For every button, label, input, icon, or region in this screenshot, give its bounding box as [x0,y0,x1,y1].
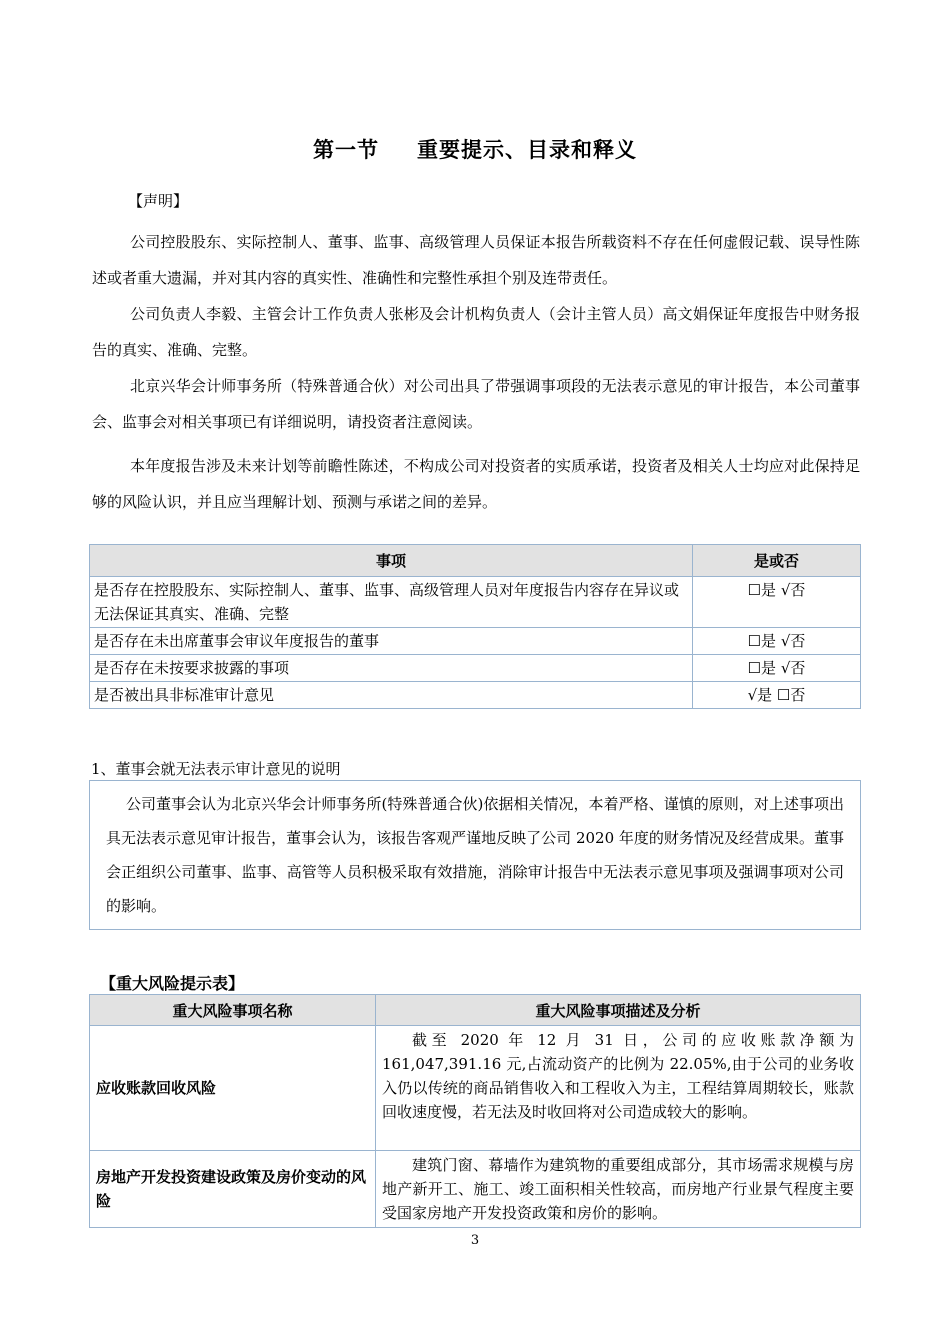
column-header: 重大风险事项名称 [90,995,376,1026]
board-section-title: 1、董事会就无法表示审计意见的说明 [91,760,341,778]
risk-description-cell: 截至 2020 年 12 月 31 日，公司的应收账款净额为 161,047,391.16 元,占流动资产的比例为 22.05%,由于公司的业务收入仍以传统的商品销售收入和工程收入为主，工程结算周期较长，账款回收速度慢，若无法及时收回将对公司造成较大的影响。 [376,1026,861,1151]
table-row [90,577,861,628]
matter-cell: 是否存在未出席董事会审议年度报告的董事 [90,628,693,655]
paragraph: 本年度报告涉及未来计划等前瞻性陈述，不构成公司对投资者的实质承诺，投资者及相关人士均应对此保持足够的风险认识，并且应当理解计划、预测与承诺之间的差异。 [92,457,860,511]
section-title: 重要提示、目录和释义 [417,138,637,162]
column-header: 事项 [90,545,693,577]
page-number: 3 [470,1233,480,1248]
table-row [90,1151,861,1228]
declaration-label: 【声明】 [128,192,189,210]
answer-cell: ☐是 √否 [693,655,861,682]
table-row [90,682,861,709]
column-header: 重大风险事项描述及分析 [376,995,861,1026]
table-header-row [90,995,861,1026]
board-explanation-box [89,780,861,930]
paragraph: 北京兴华会计师事务所（特殊普通合伙）对公司出具了带强调事项段的无法表示意见的审计报告，本公司董事会、监事会对相关事项已有详细说明，请投资者注意阅读。 [92,377,860,431]
board-explanation-text: 公司董事会认为北京兴华会计师事务所(特殊普通合伙)依据相关情况，本着严格、谨慎的原则，对上述事项出具无法表示意见审计报告，董事会认为，该报告客观严谨地反映了公司 2020 年度的财务情况及经营成果。董事会正组织公司董事、监事、高管等人员积极采取有效措施，消除审计报告中无法表示意见事项及强调事项对公司的影响。 [106,795,844,915]
matters-table [89,544,861,709]
answer-cell: √是 ☐否 [693,682,861,709]
risk-table-title: 【重大风险提示表】 [100,974,245,993]
risk-table [89,994,861,1228]
risk-name-cell: 房地产开发投资建设政策及房价变动的风险 [90,1151,376,1228]
matter-cell: 是否存在未按要求披露的事项 [90,655,693,682]
page-title [0,134,950,164]
answer-cell: ☐是 √否 [693,577,861,628]
risk-description-cell: 建筑门窗、幕墙作为建筑物的重要组成部分，其市场需求规模与房地产新开工、施工、竣工面积相关性较高，而房地产行业景气程度主要受国家房地产开发投资政策和房价的影响。 [376,1151,861,1228]
paragraph: 公司控股股东、实际控制人、董事、监事、高级管理人员保证本报告所载资料不存在任何虚假记载、误导性陈述或者重大遗漏，并对其内容的真实性、准确性和完整性承担个别及连带责任。 [92,233,860,287]
section-number: 第一节 [313,138,379,162]
answer-cell: ☐是 √否 [693,628,861,655]
paragraph: 公司负责人李毅、主管会计工作负责人张彬及会计机构负责人（会计主管人员）高文娟保证年度报告中财务报告的真实、准确、完整。 [92,305,860,359]
matter-cell: 是否被出具非标准审计意见 [90,682,693,709]
table-row [90,628,861,655]
matter-cell: 是否存在控股股东、实际控制人、董事、监事、高级管理人员对年度报告内容存在异议或无法保证其真实、准确、完整 [90,577,693,628]
table-row [90,655,861,682]
table-header-row [90,545,861,577]
risk-name-cell: 应收账款回收风险 [90,1026,376,1151]
column-header: 是或否 [693,545,861,577]
table-row [90,1026,861,1151]
